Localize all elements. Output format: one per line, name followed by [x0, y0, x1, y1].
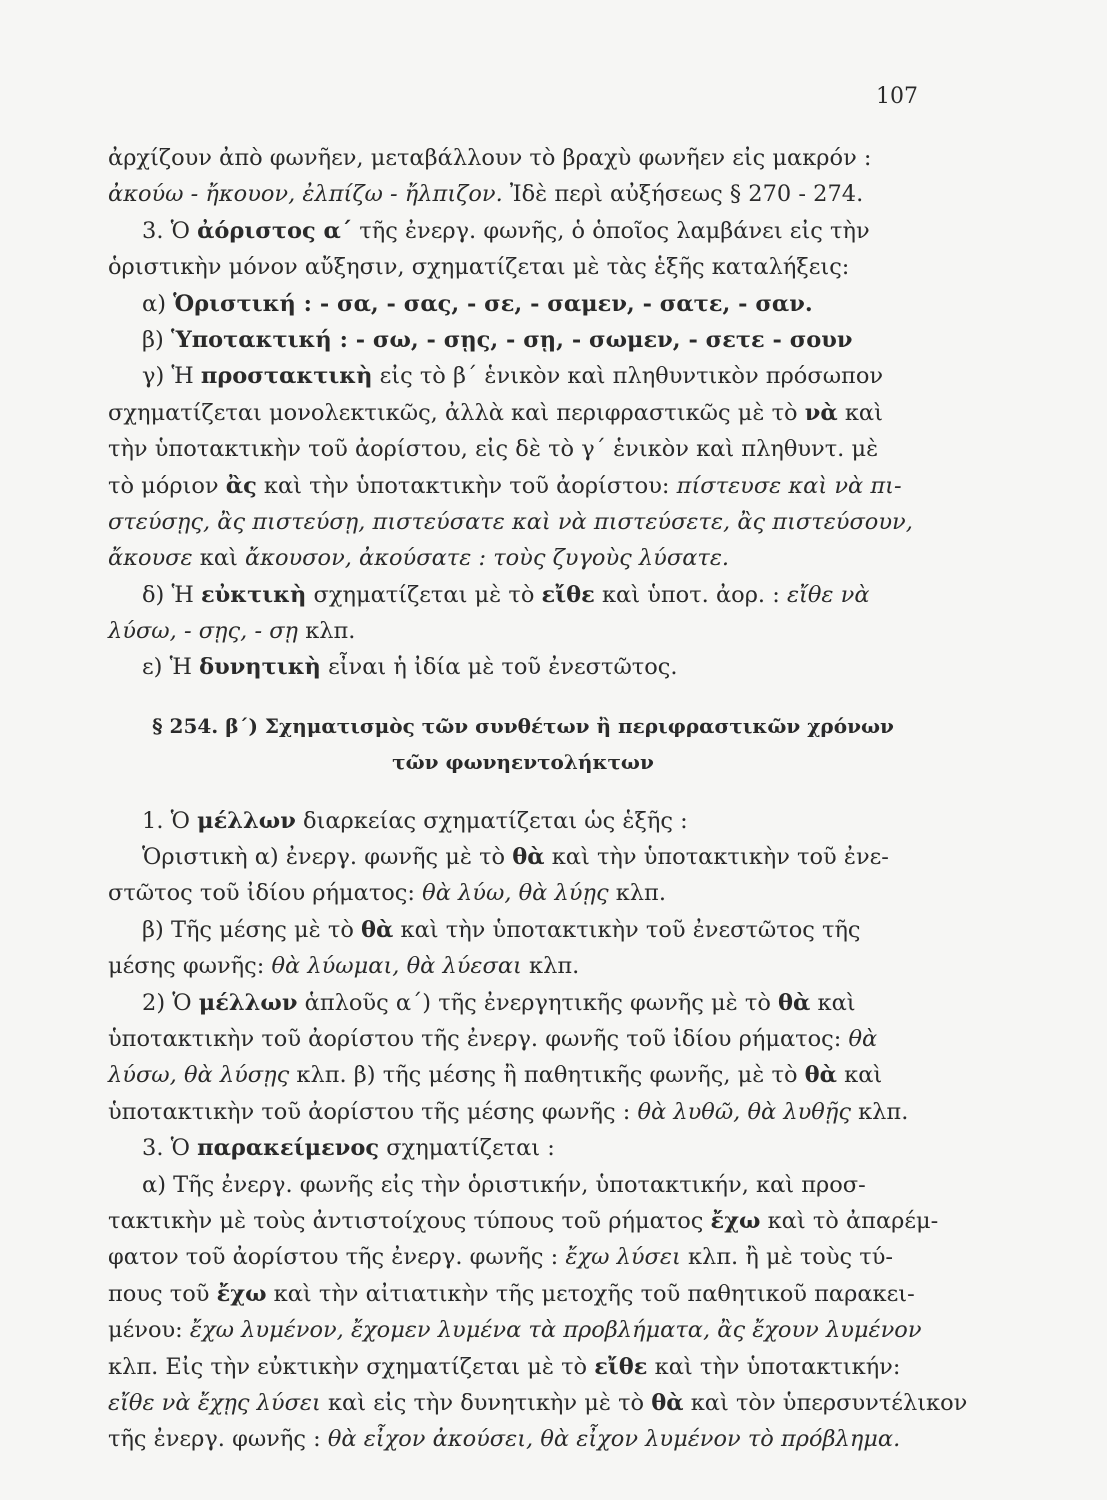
bold-term: εἴθε	[594, 1353, 648, 1380]
text-segment: τακτικὴν μὲ τοὺς ἀντιστοίχους τύπους τοῦ ρήματος	[108, 1207, 711, 1234]
text-line	[108, 1349, 938, 1385]
section-heading-line	[108, 708, 938, 744]
text-segment: καὶ	[810, 989, 856, 1016]
bold-term: παρακείμενος	[197, 1135, 380, 1162]
text-segment: κλπ.	[298, 618, 356, 645]
text-segment: κλπ. Εἰς τὴν εὐκτικὴν σχηματίζεται μὲ τὸ	[108, 1353, 595, 1380]
text-segment: καὶ τὴν ὑποτακτικὴν τοῦ ἐνε-	[544, 844, 889, 871]
text-segment: μένου:	[108, 1317, 190, 1344]
text-segment: καὶ	[837, 1062, 883, 1089]
text-line	[108, 1167, 938, 1203]
text-segment: καὶ τὴν ὑποτακτικὴν τοῦ ἀορίστου:	[256, 472, 677, 499]
italic-example: θὰ λύωμαι, θὰ λύεσαι	[271, 953, 522, 980]
bold-term: εὐκτικὴ	[200, 581, 307, 608]
text-line	[108, 1203, 938, 1239]
text-segment: μέσης φωνῆς:	[108, 953, 272, 980]
text-line	[108, 577, 938, 613]
bold-term: θὰ	[651, 1389, 684, 1416]
text-segment: 1. Ὁ	[142, 807, 198, 834]
text-segment: Ὁριστικὴ α) ἐνεργ. φωνῆς μὲ τὸ	[142, 844, 513, 871]
text-segment: καὶ εἰς τὴν δυνητικὴν μὲ τὸ	[320, 1389, 652, 1416]
italic-example: θὰ λύω, θὰ λύῃς	[422, 880, 609, 907]
text-line	[108, 504, 938, 540]
text-segment: 3. Ὁ	[142, 1135, 198, 1162]
text-line	[108, 1021, 938, 1057]
section-heading-line	[108, 744, 938, 780]
bold-term: μέλλων	[198, 989, 298, 1016]
text-segment: α) Τῆς ἐνεργ. φωνῆς εἰς τὴν ὁριστικήν, ὑποτακτικήν, καὶ προσ-	[142, 1171, 866, 1198]
italic-example: λύσω, θὰ λύσῃς	[108, 1062, 290, 1089]
italic-example: ἄκουσε	[108, 545, 193, 572]
text-segment: φατον τοῦ ἀορίστου τῆς ἐνεργ. φωνῆς :	[108, 1244, 566, 1271]
bold-term: θὰ	[361, 916, 394, 943]
text-line	[108, 912, 938, 948]
text-line	[108, 1057, 938, 1093]
italic-example: ἀκούω - ἤκουον, ἐλπίζω - ἤλπιζον.	[108, 181, 503, 208]
text-line	[108, 839, 938, 875]
bold-term: Ὑποτακτική : - σω, - σῃς, - σῃ, - σωμεν, - σετε - σουν	[170, 326, 853, 353]
text-segment: εἶναι ἡ ἰδία μὲ τοῦ ἐνεστῶτος.	[320, 654, 678, 681]
line-gap	[108, 686, 938, 708]
italic-example: θὰ λυθῶ, θὰ λυθῇς	[637, 1098, 851, 1125]
italic-example: πίστευσε καὶ νὰ πι-	[676, 472, 902, 499]
text-segment: καὶ ὑποτ. ἀορ. :	[594, 581, 787, 608]
text-segment: ἀρχίζουν ἀπὸ φωνῆεν, μεταβάλλουν τὸ βραχὺ φωνῆεν εἰς μακρόν :	[108, 145, 872, 171]
line-gap	[108, 781, 938, 803]
text-segment: γ) Ἡ	[142, 363, 201, 390]
text-line	[108, 358, 938, 394]
italic-example: θὰ εἶχον ἀκούσει, θὰ εἶχον λυμένον τὸ πρόβλημα.	[327, 1426, 901, 1453]
text-segment: εἰς τὸ β΄ ἑνικὸν καὶ πληθυντικὸν πρόσωπον	[372, 363, 884, 390]
text-line	[108, 1385, 968, 1421]
page-number: 107	[876, 84, 918, 109]
text-segment: πους τοῦ	[108, 1280, 217, 1307]
text-segment: κλπ. β) τῆς μέσης ἢ παθητικῆς φωνῆς, μὲ τὸ	[289, 1062, 805, 1089]
text-segment: ε) Ἡ	[142, 654, 200, 681]
text-segment: κλπ.	[850, 1098, 909, 1125]
text-segment: τὸ μόριον	[108, 472, 226, 499]
text-line	[108, 803, 938, 839]
text-segment: τῶν φωνηεντολήκτων	[392, 750, 654, 775]
bold-term: θὰ	[778, 989, 811, 1016]
text-line	[108, 613, 938, 649]
bold-term: ἀόριστος α΄	[197, 217, 353, 244]
text-segment: καὶ	[837, 399, 883, 426]
text-line	[108, 1094, 938, 1130]
text-line	[108, 213, 938, 249]
bold-term: θὰ	[804, 1062, 837, 1089]
text-segment: κλπ. ἢ μὲ τοὺς τύ-	[680, 1244, 893, 1271]
text-segment: β) Τῆς μέσης μὲ τὸ	[142, 916, 362, 943]
text-segment: τῆς ἐνεργ. φωνῆς :	[108, 1426, 328, 1453]
text-segment: § 254. β΄) Σχηματισμὸς τῶν συνθέτων ἢ περιφραστικῶν χρόνων	[152, 713, 894, 738]
italic-example: ἔχω λυμένον, ἔχομεν λυμένα τὰ προβλήματα, ἂς ἔχουν λυμένον	[189, 1317, 922, 1344]
text-segment: καὶ τὴν ὑποτακτικήν:	[647, 1353, 901, 1380]
text-segment: κλπ.	[521, 953, 580, 980]
italic-example: θὰ	[848, 1025, 878, 1052]
text-segment: σχηματίζεται :	[379, 1135, 555, 1162]
italic-example: εἴθε νὰ ἔχῃς λύσει	[108, 1389, 321, 1416]
text-segment: καὶ τὸ ἀπαρέμ-	[760, 1207, 939, 1234]
text-segment: Ἰδὲ περὶ αὐξήσεως § 270 - 274.	[502, 181, 864, 208]
text-segment: διαρκείας σχηματίζεται ὡς ἑξῆς :	[295, 807, 688, 834]
text-segment: καὶ τὴν αἰτιατικὴν τῆς μετοχῆς τοῦ παθητικοῦ παρακει-	[266, 1280, 915, 1307]
text-line	[108, 322, 938, 358]
text-line	[108, 1421, 938, 1457]
text-segment: κλπ.	[608, 880, 666, 907]
text-line	[108, 1239, 938, 1275]
bold-term: εἴθε	[541, 581, 595, 608]
text-line	[108, 395, 938, 431]
bold-term: νὰ	[804, 399, 838, 426]
bold-term: ἔχω	[710, 1207, 761, 1234]
text-line	[108, 985, 938, 1021]
bold-term: μέλλων	[197, 807, 296, 834]
bold-term: ἔχω	[216, 1280, 267, 1307]
text-line	[108, 249, 938, 285]
bold-term: θὰ	[512, 844, 545, 871]
text-line	[108, 948, 938, 984]
text-line	[108, 286, 938, 322]
text-segment: τῆς ἐνεργ. φωνῆς, ὁ ὁποῖος λαμβάνει εἰς τὴν	[352, 217, 870, 244]
text-line	[108, 176, 938, 212]
text-segment: β)	[142, 326, 171, 353]
text-segment: σχηματίζεται μονολεκτικῶς, ἀλλὰ καὶ περιφραστικῶς μὲ τὸ	[108, 399, 805, 426]
text-segment: καὶ τὸν ὑπερσυντέλικον	[683, 1389, 968, 1416]
text-line	[108, 468, 938, 504]
text-segment: 2) Ὁ	[142, 989, 199, 1016]
text-segment: ὁριστικὴν μόνον αὔξησιν, σχηματίζεται μὲ τὰς ἑξῆς καταλήξεις:	[108, 254, 850, 281]
text-segment: α)	[142, 290, 174, 317]
text-segment: ὑποτακτικὴν τοῦ ἀορίστου τῆς ἐνεργ. φωνῆς τοῦ ἰδίου ρήματος:	[108, 1025, 849, 1052]
text-line	[108, 1312, 938, 1348]
text-segment: δ) Ἡ	[142, 581, 201, 608]
text-segment: σχηματίζεται μὲ τὸ	[306, 581, 542, 608]
text-line	[108, 1276, 938, 1312]
italic-example: εἴθε νὰ	[786, 581, 870, 608]
italic-example: ἔχω λύσει	[565, 1244, 681, 1271]
italic-example: στεύσῃς, ἂς πιστεύσῃ, πιστεύσατε καὶ νὰ πιστεύσετε, ἂς πιστεύσουν,	[108, 508, 913, 535]
bold-term: προστακτικὴ	[200, 363, 373, 390]
text-line	[108, 140, 938, 176]
text-segment: ἁπλοῦς α΄) τῆς ἐνεργητικῆς φωνῆς μὲ τὸ	[297, 989, 779, 1016]
bold-term: Ὁριστική : - σα, - σας, - σε, - σαμεν, - σατε, - σαν.	[173, 290, 813, 317]
italic-example: λύσω, - σῃς, - σῃ	[108, 618, 299, 645]
text-segment: καὶ	[192, 545, 245, 572]
bold-term: ἂς	[225, 472, 257, 499]
text-line	[108, 1130, 938, 1166]
text-segment: τὴν ὑποτακτικὴν τοῦ ἀορίστου, εἰς δὲ τὸ γ΄ ἑνικὸν καὶ πληθυντ. μὲ	[108, 436, 879, 463]
bold-term: δυνητικὴ	[199, 654, 321, 681]
text-segment: 3. Ὁ	[142, 217, 198, 244]
text-line	[108, 649, 938, 685]
text-segment: καὶ τὴν ὑποτακτικὴν τοῦ ἐνεστῶτος τῆς	[393, 916, 861, 943]
italic-example: ἄκουσον, ἀκούσατε : τοὺς ζυγοὺς λύσατε.	[245, 545, 730, 572]
text-segment: ὑποτακτικὴν τοῦ ἀορίστου τῆς μέσης φωνῆς :	[108, 1098, 638, 1125]
text-line	[108, 540, 938, 576]
text-line	[108, 431, 938, 467]
page-text	[108, 140, 968, 1458]
text-segment: στῶτος τοῦ ἰδίου ρήματος:	[108, 880, 423, 907]
text-line	[108, 875, 938, 911]
